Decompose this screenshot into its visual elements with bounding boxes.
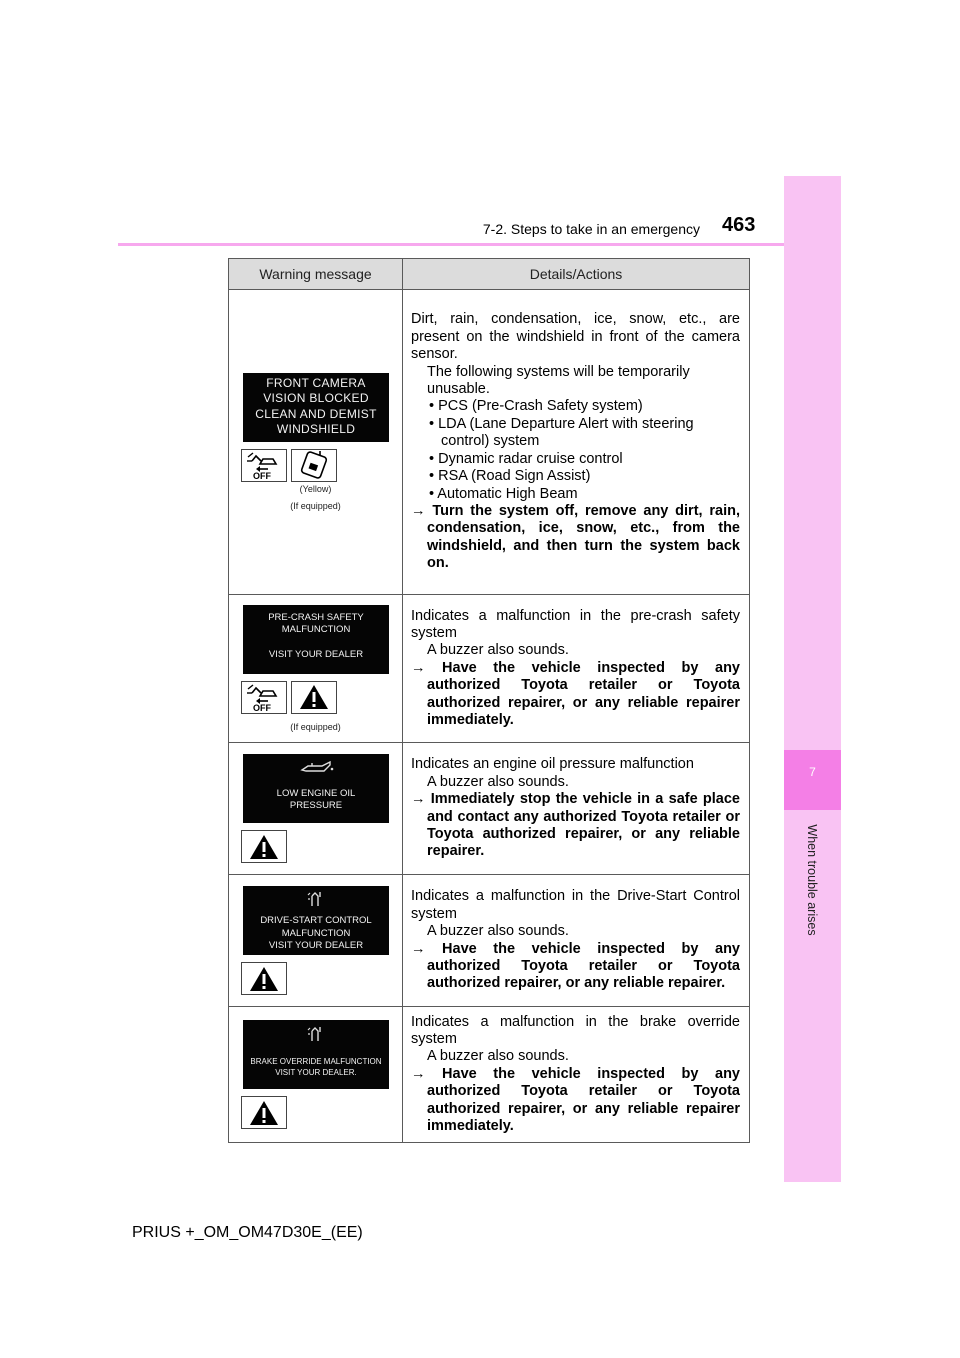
details-sub: A buzzer also sounds. bbox=[427, 773, 569, 790]
table-header-row bbox=[229, 259, 750, 290]
details-sub: A buzzer also sounds. bbox=[427, 642, 569, 659]
table-row bbox=[229, 595, 750, 743]
action-instruction: → Have the vehicle inspected by any authorized Toyota retailer or Toyota authorized repairer, or any reliable repairer immediately. bbox=[411, 659, 740, 729]
column-header-details-actions: Details/Actions bbox=[403, 259, 750, 290]
master-warning-icon bbox=[291, 681, 337, 714]
details-intro: Indicates a malfunction in the pre-crash safety system bbox=[411, 607, 740, 641]
document-code: PRIUS +_OM_OM47D30E_(EE) bbox=[132, 1224, 363, 1241]
details-sub: The following systems will be temporarily unusable. bbox=[427, 363, 690, 398]
action-instruction: → Turn the system off, remove any dirt, rain, condensation, ice, snow, etc., from the windshield, and then turn the system back on. bbox=[411, 502, 740, 572]
section-title: 7-2. Steps to take in an emergency bbox=[482, 221, 700, 237]
display-screen: DRIVE-START CONTROL MALFUNCTION VISIT YOUR DEALER bbox=[243, 886, 389, 955]
warning-message-cell bbox=[229, 595, 403, 743]
action-instruction: → Immediately stop the vehicle in a safe place and contact any authorized Toyota retailer or Toyota authorized repairer, or any reliable repairer. bbox=[411, 791, 740, 860]
chapter-title: When trouble arises bbox=[805, 824, 819, 936]
pcs-off-icon bbox=[241, 449, 287, 482]
icon-color-note: (Yellow) bbox=[299, 483, 332, 494]
master-warning-icon bbox=[241, 1096, 287, 1129]
action-instruction: → Have the vehicle inspected by any authorized Toyota retailer or Toyota authorized repairer, or any reliable repairer. bbox=[411, 940, 740, 992]
table-row bbox=[229, 875, 750, 1007]
display-screen: BRAKE OVERRIDE MALFUNCTION VISIT YOUR DEALER. bbox=[243, 1020, 389, 1089]
camera-warning-icon bbox=[291, 449, 337, 482]
list-item: • Dynamic radar cruise control bbox=[429, 450, 623, 467]
if-equipped-note: (If equipped) bbox=[290, 721, 341, 732]
master-warning-icon bbox=[241, 830, 287, 863]
details-intro: Dirt, rain, condensation, ice, snow, etc., are present on the windshield in front of the camera sensor. bbox=[411, 311, 740, 363]
details-actions-cell bbox=[403, 595, 750, 743]
details-actions-cell bbox=[403, 1007, 750, 1143]
page-number: 463 bbox=[722, 214, 756, 236]
column-header-warning-message: Warning message bbox=[229, 259, 403, 290]
details-sub: A buzzer also sounds. bbox=[427, 923, 569, 940]
details-intro: Indicates a malfunction in the brake override system bbox=[411, 1013, 740, 1047]
pcs-off-icon bbox=[241, 681, 287, 714]
warning-message-cell bbox=[229, 743, 403, 875]
master-warning-icon bbox=[241, 962, 287, 995]
list-item: • Automatic High Beam bbox=[429, 485, 578, 502]
svg-text:OFF: OFF bbox=[253, 703, 271, 712]
list-item: • PCS (Pre-Crash Safety system) bbox=[429, 398, 643, 415]
warning-message-cell bbox=[229, 1007, 403, 1143]
table-row bbox=[229, 743, 750, 875]
warning-message-table bbox=[228, 258, 750, 1143]
warning-message-cell bbox=[229, 875, 403, 1007]
drive-start-control-icon bbox=[306, 890, 326, 908]
details-sub: A buzzer also sounds. bbox=[427, 1048, 569, 1065]
svg-text:OFF: OFF bbox=[253, 471, 271, 480]
table-row bbox=[229, 1007, 750, 1143]
chapter-side-tab bbox=[784, 176, 841, 1182]
warning-message-cell bbox=[229, 290, 403, 595]
chapter-number: 7 bbox=[784, 750, 841, 810]
display-screen: LOW ENGINE OIL PRESSURE bbox=[243, 754, 389, 823]
display-screen: PRE-CRASH SAFETY MALFUNCTION VISIT YOUR DEALER bbox=[243, 605, 389, 674]
details-actions-cell bbox=[403, 875, 750, 1007]
action-instruction: → Have the vehicle inspected by any authorized Toyota retailer or Toyota authorized repairer, or any reliable repairer immediately. bbox=[411, 1065, 740, 1135]
details-intro: Indicates an engine oil pressure malfunction bbox=[411, 756, 694, 773]
list-item: • RSA (Road Sign Assist) bbox=[429, 468, 591, 485]
list-item: • LDA (Lane Departure Alert with steering control) system bbox=[429, 415, 694, 450]
header-divider bbox=[118, 243, 784, 246]
details-intro: Indicates a malfunction in the Drive-Start Control system bbox=[411, 888, 740, 922]
if-equipped-note: (If equipped) bbox=[290, 500, 341, 511]
brake-override-icon bbox=[306, 1024, 326, 1044]
display-screen: FRONT CAMERA VISION BLOCKED CLEAN AND DEMIST WINDSHIELD bbox=[243, 373, 389, 442]
table-row bbox=[229, 290, 750, 595]
details-actions-cell bbox=[403, 743, 750, 875]
details-actions-cell bbox=[403, 290, 750, 595]
oil-can-icon bbox=[296, 758, 336, 778]
